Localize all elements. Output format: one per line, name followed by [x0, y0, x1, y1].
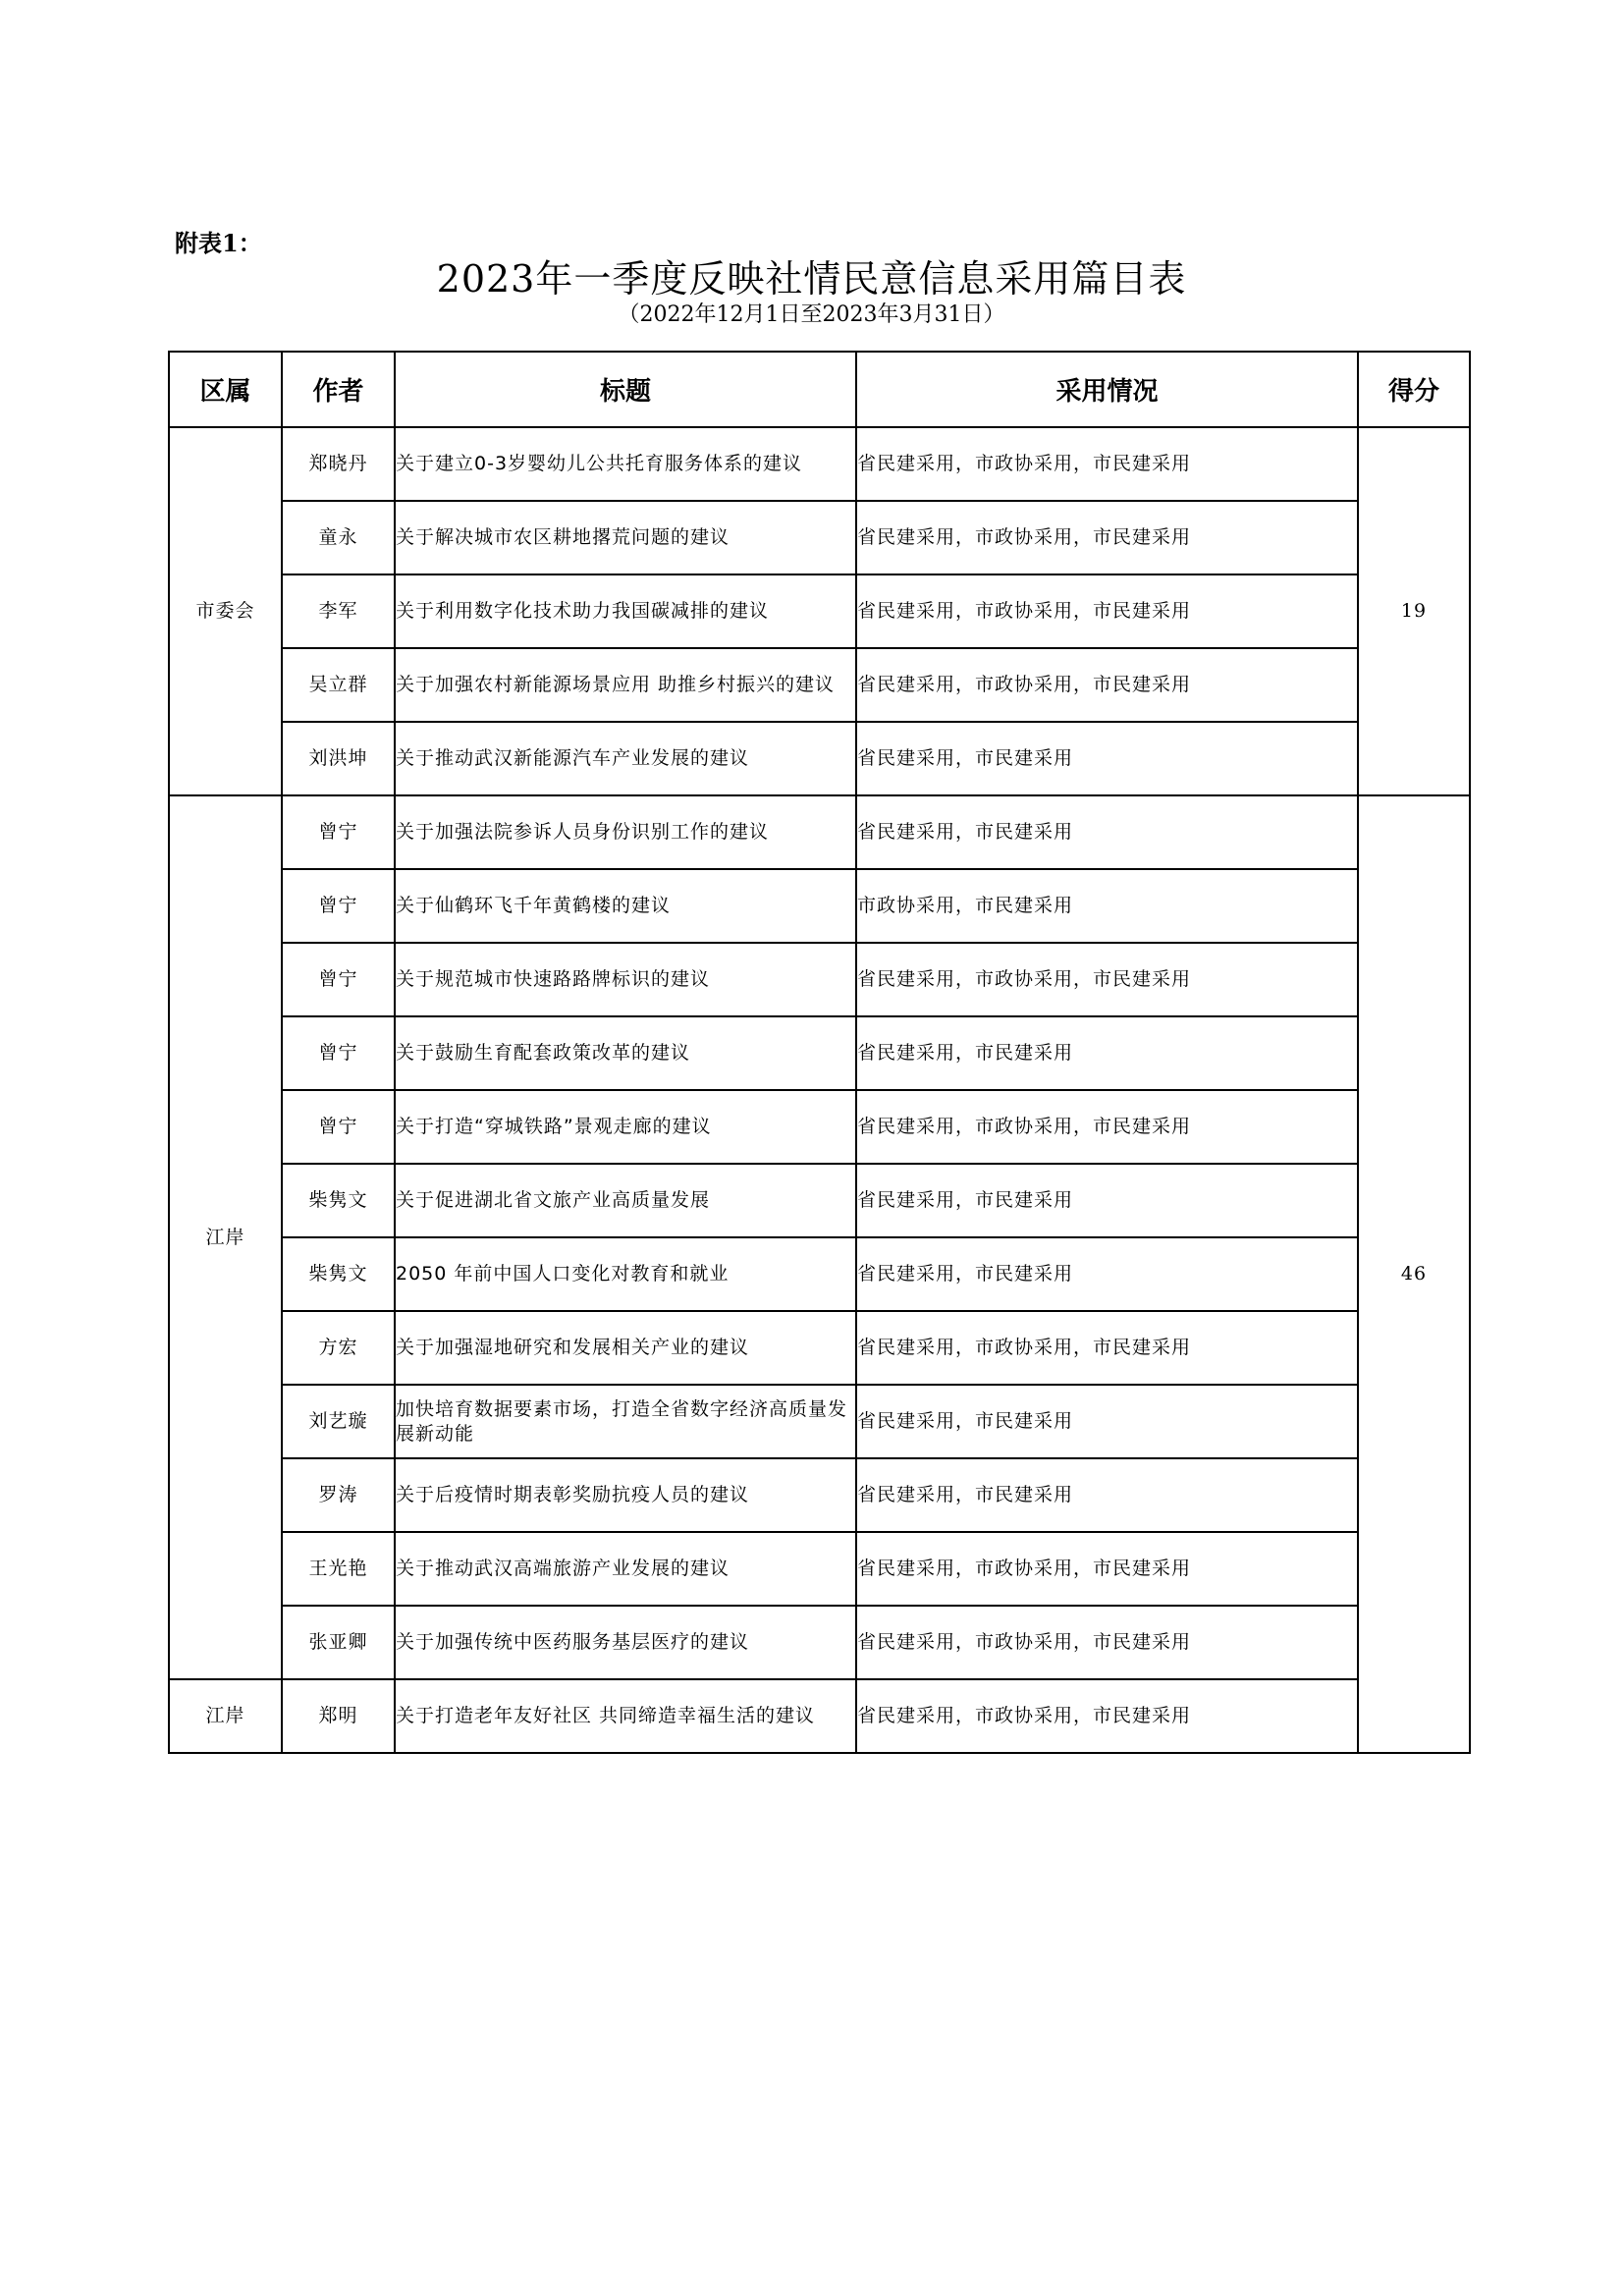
appendix-label: 附表1：	[175, 229, 262, 257]
table-row	[169, 1164, 1470, 1237]
table-row	[169, 869, 1470, 943]
header-score: 得分	[1358, 352, 1470, 427]
adoption-cell: 省民建采用，市政协采用，市民建采用	[856, 943, 1358, 1016]
adoption-cell: 省民建采用，市政协采用，市民建采用	[856, 1311, 1358, 1385]
title-cell: 2050 年前中国人口变化对教育和就业	[395, 1237, 856, 1311]
score-cell: 19	[1358, 427, 1470, 795]
table-row	[169, 1606, 1470, 1679]
header-author: 作者	[282, 352, 395, 427]
author-cell: 李军	[282, 574, 395, 648]
table-row	[169, 1016, 1470, 1090]
author-cell: 吴立群	[282, 648, 395, 722]
title-cell: 关于解决城市农区耕地撂荒问题的建议	[395, 501, 856, 574]
author-cell: 罗涛	[282, 1458, 395, 1532]
title-cell: 关于鼓励生育配套政策改革的建议	[395, 1016, 856, 1090]
author-cell: 刘艺璇	[282, 1385, 395, 1458]
author-cell: 郑明	[282, 1679, 395, 1753]
adoption-cell: 省民建采用，市政协采用，市民建采用	[856, 1679, 1358, 1753]
adoption-cell: 省民建采用，市民建采用	[856, 1237, 1358, 1311]
author-cell: 郑晓丹	[282, 427, 395, 501]
adoption-cell: 省民建采用，市民建采用	[856, 1016, 1358, 1090]
title-cell: 关于加强法院参诉人员身份识别工作的建议	[395, 795, 856, 869]
adoption-cell: 省民建采用，市民建采用	[856, 722, 1358, 795]
table-row	[169, 943, 1470, 1016]
title-cell: 关于推动武汉新能源汽车产业发展的建议	[395, 722, 856, 795]
author-cell: 刘洪坤	[282, 722, 395, 795]
title-cell: 关于建立0-3岁婴幼儿公共托育服务体系的建议	[395, 427, 856, 501]
adoption-cell: 省民建采用，市政协采用，市民建采用	[856, 1532, 1358, 1606]
author-cell: 曾宁	[282, 1016, 395, 1090]
table-row	[169, 1385, 1470, 1458]
header-title: 标题	[395, 352, 856, 427]
table-row	[169, 427, 1470, 501]
title-cell: 关于加强湿地研究和发展相关产业的建议	[395, 1311, 856, 1385]
title-cell: 关于利用数字化技术助力我国碳减排的建议	[395, 574, 856, 648]
table-row	[169, 1090, 1470, 1164]
title-cell: 关于规范城市快速路路牌标识的建议	[395, 943, 856, 1016]
author-cell: 柴隽文	[282, 1164, 395, 1237]
adoption-cell: 省民建采用，市政协采用，市民建采用	[856, 501, 1358, 574]
region-cell: 江岸	[169, 1679, 282, 1753]
adoption-cell: 省民建采用，市民建采用	[856, 1164, 1358, 1237]
table-header-row	[169, 352, 1470, 427]
author-cell: 方宏	[282, 1311, 395, 1385]
author-cell: 柴隽文	[282, 1237, 395, 1311]
title-cell: 关于促进湖北省文旅产业高质量发展	[395, 1164, 856, 1237]
table-row	[169, 501, 1470, 574]
adoption-cell: 市政协采用，市民建采用	[856, 869, 1358, 943]
records-table	[168, 351, 1471, 1754]
author-cell: 张亚卿	[282, 1606, 395, 1679]
adoption-cell: 省民建采用，市民建采用	[856, 795, 1358, 869]
adoption-cell: 省民建采用，市民建采用	[856, 1385, 1358, 1458]
document-title: 2023年一季度反映社情民意信息采用篇目表	[436, 257, 1187, 301]
title-cell: 关于后疫情时期表彰奖励抗疫人员的建议	[395, 1458, 856, 1532]
adoption-cell: 省民建采用，市政协采用，市民建采用	[856, 427, 1358, 501]
score-cell: 46	[1358, 795, 1470, 1753]
title-cell: 关于打造老年友好社区 共同缔造幸福生活的建议	[395, 1679, 856, 1753]
author-cell: 曾宁	[282, 1090, 395, 1164]
table-row	[169, 1458, 1470, 1532]
author-cell: 王光艳	[282, 1532, 395, 1606]
author-cell: 曾宁	[282, 943, 395, 1016]
adoption-cell: 省民建采用，市民建采用	[856, 1458, 1358, 1532]
table-row	[169, 1679, 1470, 1753]
table-row	[169, 1532, 1470, 1606]
title-cell: 关于加强传统中医药服务基层医疗的建议	[395, 1606, 856, 1679]
header-adoption: 采用情况	[856, 352, 1358, 427]
adoption-cell: 省民建采用，市政协采用，市民建采用	[856, 574, 1358, 648]
table-row	[169, 1237, 1470, 1311]
region-cell: 市委会	[169, 427, 282, 795]
title-cell: 加快培育数据要素市场，打造全省数字经济高质量发展新动能	[395, 1385, 856, 1458]
table-row	[169, 795, 1470, 869]
adoption-cell: 省民建采用，市政协采用，市民建采用	[856, 1090, 1358, 1164]
header-region: 区属	[169, 352, 282, 427]
author-cell: 童永	[282, 501, 395, 574]
title-cell: 关于仙鹤环飞千年黄鹤楼的建议	[395, 869, 856, 943]
title-cell: 关于推动武汉高端旅游产业发展的建议	[395, 1532, 856, 1606]
title-cell: 关于打造“穿城铁路”景观走廊的建议	[395, 1090, 856, 1164]
table-row	[169, 574, 1470, 648]
author-cell: 曾宁	[282, 795, 395, 869]
table-row	[169, 722, 1470, 795]
date-range-subtitle: （2022年12月1日至2023年3月31日）	[618, 302, 1005, 327]
author-cell: 曾宁	[282, 869, 395, 943]
title-cell: 关于加强农村新能源场景应用 助推乡村振兴的建议	[395, 648, 856, 722]
region-cell: 江岸	[169, 795, 282, 1679]
adoption-cell: 省民建采用，市政协采用，市民建采用	[856, 648, 1358, 722]
adoption-cell: 省民建采用，市政协采用，市民建采用	[856, 1606, 1358, 1679]
table-row	[169, 648, 1470, 722]
table-row	[169, 1311, 1470, 1385]
